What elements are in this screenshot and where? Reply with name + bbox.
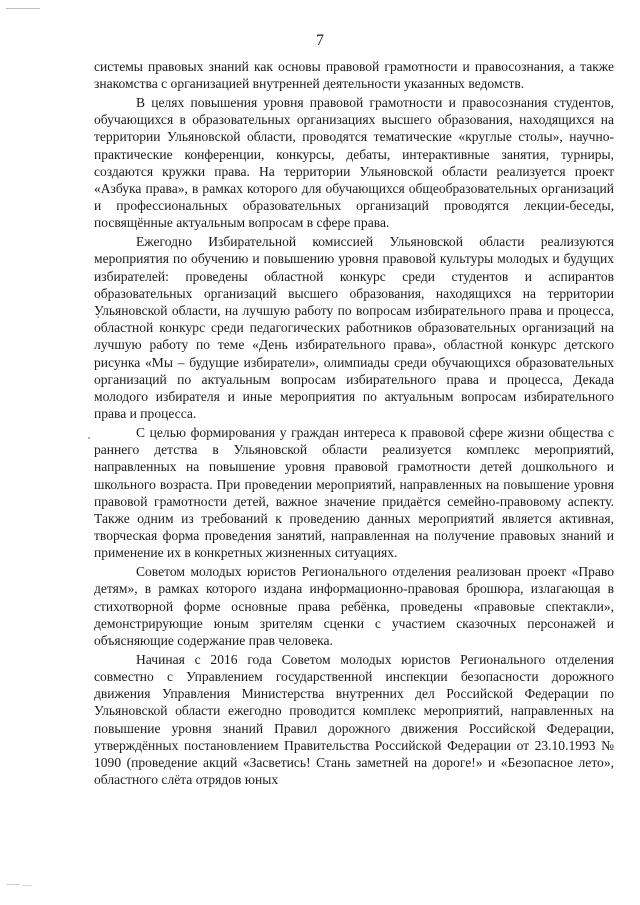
scan-edge-mark (6, 8, 40, 9)
paragraph-election-commission: Ежегодно Избирательной комиссией Ульяновской области реализуются мероприятия по обучению и повышению уровня правовой культуры молодых и будущих избирателей: проведены областной конкурс среди студентов и аспирантов образовательных организаций высшего образования, находящихся на территории Ульяновской области, на лучшую работу по вопросам избирательного права и процесса, областной конкурс среди педагогических работников образовательных организаций на лучшую работу по теме «День избирательного права», областной конкурс детского рисунка «Мы – будущие избиратели», олимпиады среди обучающихся образовательных организаций по актуальным вопросам избирательного права и процесса, Декада молодого избирателя и иные мероприятия по актуальным вопросам избирательного права и процесса. (94, 234, 614, 422)
paragraph-rights-for-children-project: Советом молодых юристов Регионального отделения реализован проект «Право детям», в рамках которого издана информационно-правовая брошюра, излагающая в стихотворной форме основные права ребёнка, проведены «правовые спектакли», демонстрирующие юным зрителям сценки с участием сказочных персонажей и объясняющие содержание прав человека. (94, 564, 614, 649)
paragraph-student-legal-literacy: В целях повышения уровня правовой грамотности и правосознания студентов, обучающихся в образовательных организациях высшего образования, находящихся на территории Ульяновской области, проводятся тематические «круглые столы», научно-практические конференции, конкурсы, дебаты, интерактивные занятия, турниры, создаются кружки права. На территории Ульяновской области реализуется проект «Азбука права», в рамках которого для обучающихся общеобразовательных организаций и профессиональных образовательных организаций проводятся лекции-беседы, посвящённые актуальным вопросам в сфере права. (94, 95, 614, 231)
scan-edge-mark (6, 884, 20, 885)
page-number: 7 (316, 32, 324, 49)
body-text (94, 58, 614, 790)
paragraph-children-legal-literacy: С целью формирования у граждан интереса к правовой сфере жизни общества с раннего детства в Ульяновской области реализуется комплекс мероприятий, направленных на повышение уровня правовой грамотности детей дошкольного и школьного возраста. При проведении мероприятий, направленных на повышение уровня правовой грамотности детей, важное значение придаётся семейно-правовому аспекту. Также одним из требований к проведению данных мероприятий является активная, творческая форма проведения занятий, направленная на получение правовых знаний и применение их в конкретных жизненных ситуациях. (94, 425, 614, 561)
scan-edge-mark (22, 885, 32, 886)
paragraph-continuation: системы правовых знаний как основы правовой грамотности и правосознания, а также знакомства с организацией внутренней деятельности указанных ведомств. (94, 59, 614, 92)
scan-speck (88, 437, 90, 439)
paragraph-road-safety: Начиная с 2016 года Советом молодых юристов Регионального отделения совместно с Управлением государственной инспекции безопасности дорожного движения Управления Министерства внутренних дел Российской Федерации по Ульяновской области ежегодно проводится комплекс мероприятий, направленных на повышение уровня знаний Правил дорожного движения Российской Федерации, утверждённых постановлением Правительства Российской Федерации от 23.10.1993 № 1090 (проведение акций «Засветись! Стань заметней на дороге!» и «Безопасное лето», областного слёта отрядов юных (94, 651, 614, 788)
